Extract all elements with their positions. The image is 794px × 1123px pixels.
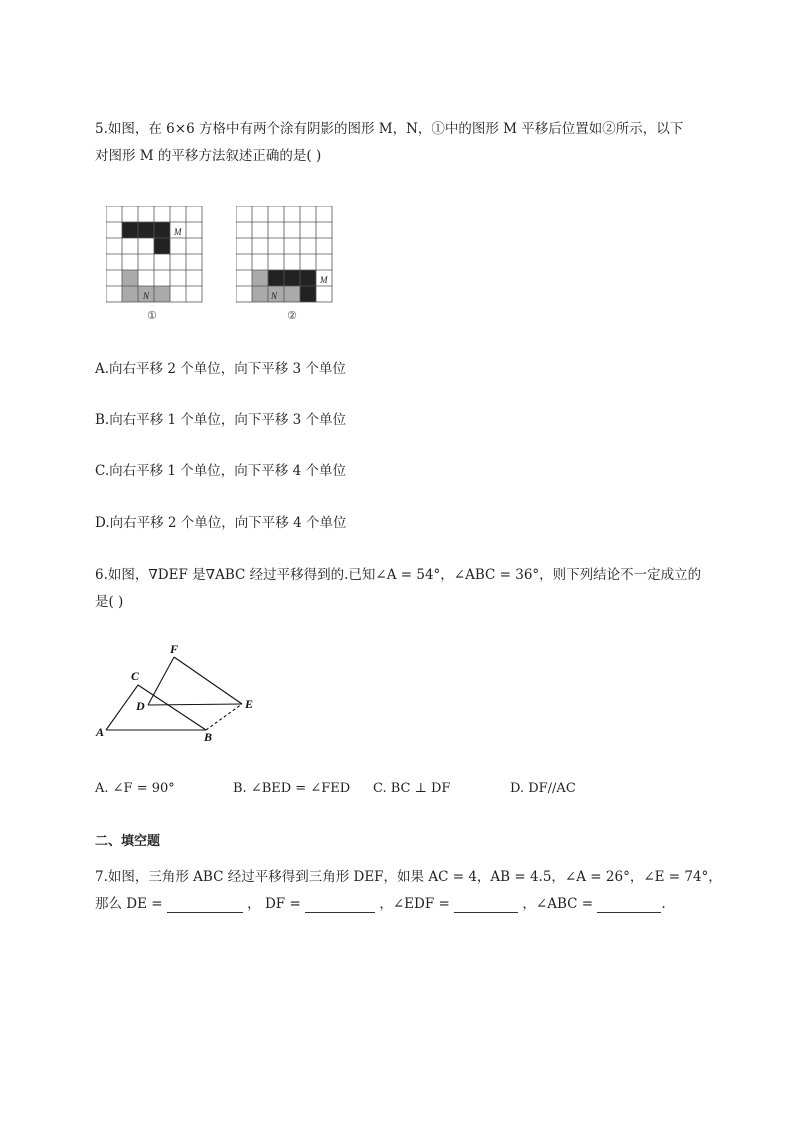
shape-m-1-tail <box>154 238 170 254</box>
shape-m-2-tail <box>300 286 316 302</box>
grid1-label-n: N <box>143 291 150 301</box>
grid2-caption: ② <box>287 309 297 322</box>
segment-df <box>148 657 174 705</box>
label-b: B <box>204 730 213 744</box>
grid-figure-1 <box>106 206 206 326</box>
q7-stem-line1: 7.如图，三角形 ABC 经过平移得到三角形 DEF，如果 AC = 4，AB = 4.5，∠A = 26°，∠E = 74°， <box>95 869 722 885</box>
q6-option-d: D. DF//AC <box>510 781 576 796</box>
q6-option-b: B. ∠BED = ∠FED <box>233 781 351 796</box>
grid2-label-m: M <box>320 275 328 285</box>
label-a: A <box>96 725 105 739</box>
q7-df-label: ， DF = <box>247 896 301 912</box>
grid1-caption: ① <box>147 309 157 322</box>
segment-cb <box>138 685 206 730</box>
q6-stem-line1: 6.如图，∇DEF 是∇ABC 经过平移得到的.已知∠A = 54°，∠ABC = 36°，则下列结论不一定成立的 <box>95 567 702 583</box>
shape-m-2 <box>268 270 316 286</box>
grid2-label-n: N <box>271 291 278 301</box>
q6-stem-line2: 是( ) <box>95 594 124 610</box>
q5-stem-line2: 对图形 M 的平移方法叙述正确的是( ) <box>95 148 322 164</box>
blank-de[interactable] <box>167 898 243 913</box>
q5-option-b: B.向右平移 1 个单位，向下平移 3 个单位 <box>95 412 347 428</box>
label-d: D <box>136 699 145 713</box>
q7-end-period: . <box>661 896 666 912</box>
q7-edf-label: ，∠EDF = <box>379 896 450 912</box>
grid1-label-m: M <box>174 227 182 237</box>
q7-de-label: 那么 DE = <box>95 896 163 912</box>
q6-option-c: C. BC ⊥ DF <box>373 781 451 796</box>
segment-fe <box>174 657 242 704</box>
q7-abc-label: ，∠ABC = <box>522 896 594 912</box>
q7-stem-line2 <box>95 895 666 913</box>
section-title-fill-in: 二、填空题 <box>95 834 161 849</box>
label-c: C <box>131 669 140 683</box>
q5-stem-line1: 5.如图，在 6×6 方格中有两个涂有阴影的图形 M，N，①中的图形 M 平移后位置如②所示，以下 <box>95 121 684 137</box>
triangle-translation-figure <box>92 640 272 745</box>
q5-option-a: A.向右平移 2 个单位，向下平移 3 个单位 <box>95 361 346 377</box>
blank-edf[interactable] <box>454 898 518 913</box>
shape-m-1 <box>122 222 170 238</box>
blank-abc[interactable] <box>597 898 661 913</box>
grid-figure-2 <box>236 206 336 326</box>
label-f: F <box>170 642 179 656</box>
q6-option-a: A. ∠F = 90° <box>95 781 175 796</box>
label-e: E <box>245 697 254 711</box>
segment-be-dashed <box>206 704 242 730</box>
blank-df[interactable] <box>305 898 375 913</box>
segment-de <box>148 704 242 705</box>
q5-option-d: D.向右平移 2 个单位，向下平移 4 个单位 <box>95 515 347 531</box>
q5-option-c: C.向右平移 1 个单位，向下平移 4 个单位 <box>95 463 346 479</box>
segment-ac <box>106 685 138 730</box>
